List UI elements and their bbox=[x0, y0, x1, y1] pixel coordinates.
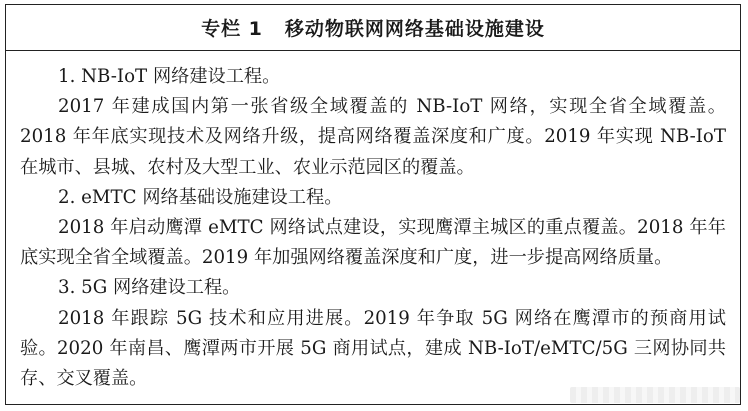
blurred-watermark bbox=[570, 387, 740, 403]
section-heading: 1. NB-IoT 网络建设工程。 bbox=[58, 66, 281, 87]
paragraph-line: 在城市、县城、农村及大型工业、农业示范园区的覆盖。 bbox=[20, 156, 475, 178]
section-heading: 2. eMTC 网络基础设施建设工程。 bbox=[58, 186, 343, 208]
paragraph-line: 底实现全省全域覆盖。2019 年加强网络覆盖深度和广度，进一步提高网络质量。 bbox=[20, 247, 673, 269]
column-box bbox=[5, 4, 741, 405]
column-content bbox=[6, 51, 740, 394]
paragraph-line: 2017 年建成国内第一张省级全域覆盖的 NB-IoT 网络，实现全省全域覆盖。 bbox=[58, 96, 726, 118]
paragraph-line: 2018 年启动鹰潭 eMTC 网络试点建设，实现鹰潭主城区的重点覆盖。2018 年年 bbox=[58, 217, 726, 239]
column-title: 移动物联网网络基础设施建设 bbox=[284, 18, 545, 40]
paragraph-line: 验。2020 年南昌、鹰潭两市开展 5G 商用试点，建成 NB-IoT/eMTC/5G 三网协同共 bbox=[20, 337, 726, 359]
paragraph-line: 2018 年跟踪 5G 技术和应用进展。2019 年争取 5G 网络在鹰潭市的预商用试 bbox=[58, 307, 726, 329]
paragraph-line: 存、交叉覆盖。 bbox=[20, 368, 148, 390]
section-heading: 3. 5G 网络建设工程。 bbox=[58, 277, 241, 299]
column-title-bar bbox=[6, 5, 740, 51]
column-label: 专栏 1 bbox=[201, 18, 263, 40]
paragraph-line: 2018 年年底实现技术及网络升级，提高网络覆盖深度和广度。2019 年实现 NB-IoT bbox=[20, 126, 726, 148]
